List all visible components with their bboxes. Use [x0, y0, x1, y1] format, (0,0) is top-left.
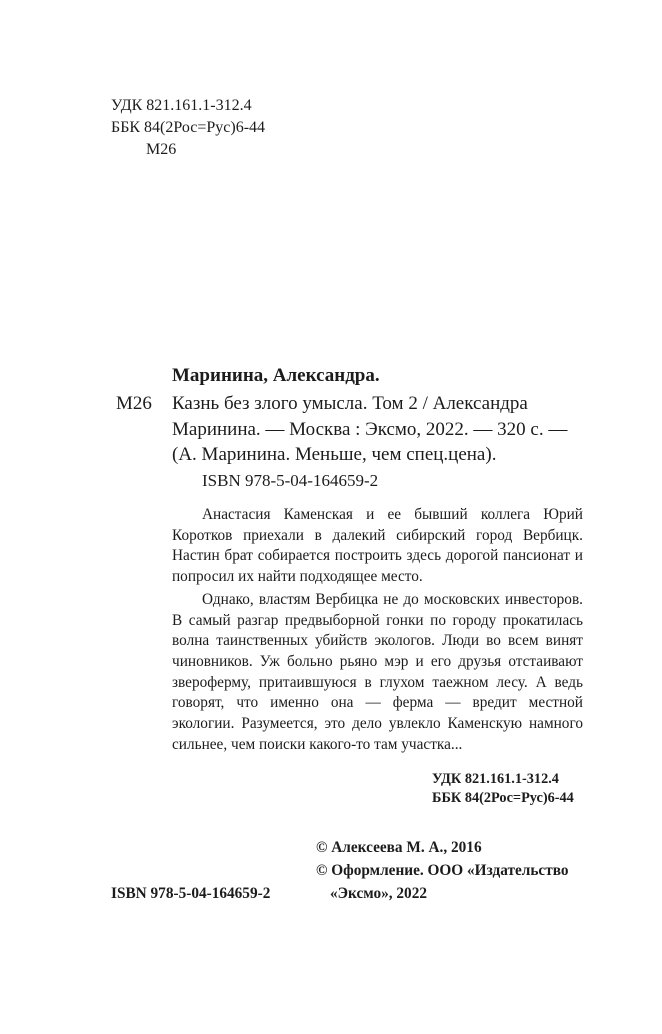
record-author: Маринина, Александра.: [172, 365, 380, 386]
record-author-mark: М26: [116, 393, 152, 414]
annotation: [172, 505, 583, 755]
author-mark-top: М26: [146, 141, 177, 158]
annotation-paragraph: Анастасия Каменская и ее бывший коллега Юрий Коротков приехали в далекий сибирский город Вербицк. Настин брат собирается построить здесь дорогой пансионат и попросил их найти подходящее место.: [172, 506, 583, 586]
bbk-top: ББК 84(2Рос=Рус)6-44: [111, 119, 266, 136]
footer-isbn: ISBN 978-5-04-164659-2: [111, 885, 271, 902]
copyright-publisher: «Эксмо», 2022: [330, 885, 428, 902]
copyright-design: © Оформление. ООО «Издательство: [316, 862, 569, 879]
bibliographic-line: Казнь без злого умысла. Том 2 / Александра: [172, 393, 528, 414]
bbk-bottom: ББК 84(2Рос=Рус)6-44: [432, 790, 574, 806]
udk-bottom: УДК 821.161.1-312.4: [432, 771, 559, 787]
udk-top: УДК 821.161.1-312.4: [111, 97, 252, 114]
bibliographic-line: Маринина. — Москва : Эксмо, 2022. — 320 с. —: [172, 418, 568, 440]
annotation-paragraph: Однако, властям Вербицка не до московских инвесторов. В самый разгар предвыборной гонки по городу прокатилась волна таинственных убийств экологов. Люди во всем винят чиновников. Уж больно рьяно мэр и его друзья отстаивают звероферму, притаившуюся в глухом таежном лесу. А ведь говорят, что именно она — ферма — вредит местной экологии. Разумеется, это дело увлекло Каменскую намного сильнее, чем поиски какого-то там участка...: [172, 590, 583, 753]
record-isbn: ISBN 978-5-04-164659-2: [202, 471, 379, 490]
record-bibliographic-description: [172, 391, 584, 468]
copyright-author: © Алексеева М. А., 2016: [316, 839, 482, 856]
bibliographic-line: (А. Маринина. Меньше, чем спец.цена).: [172, 444, 497, 465]
